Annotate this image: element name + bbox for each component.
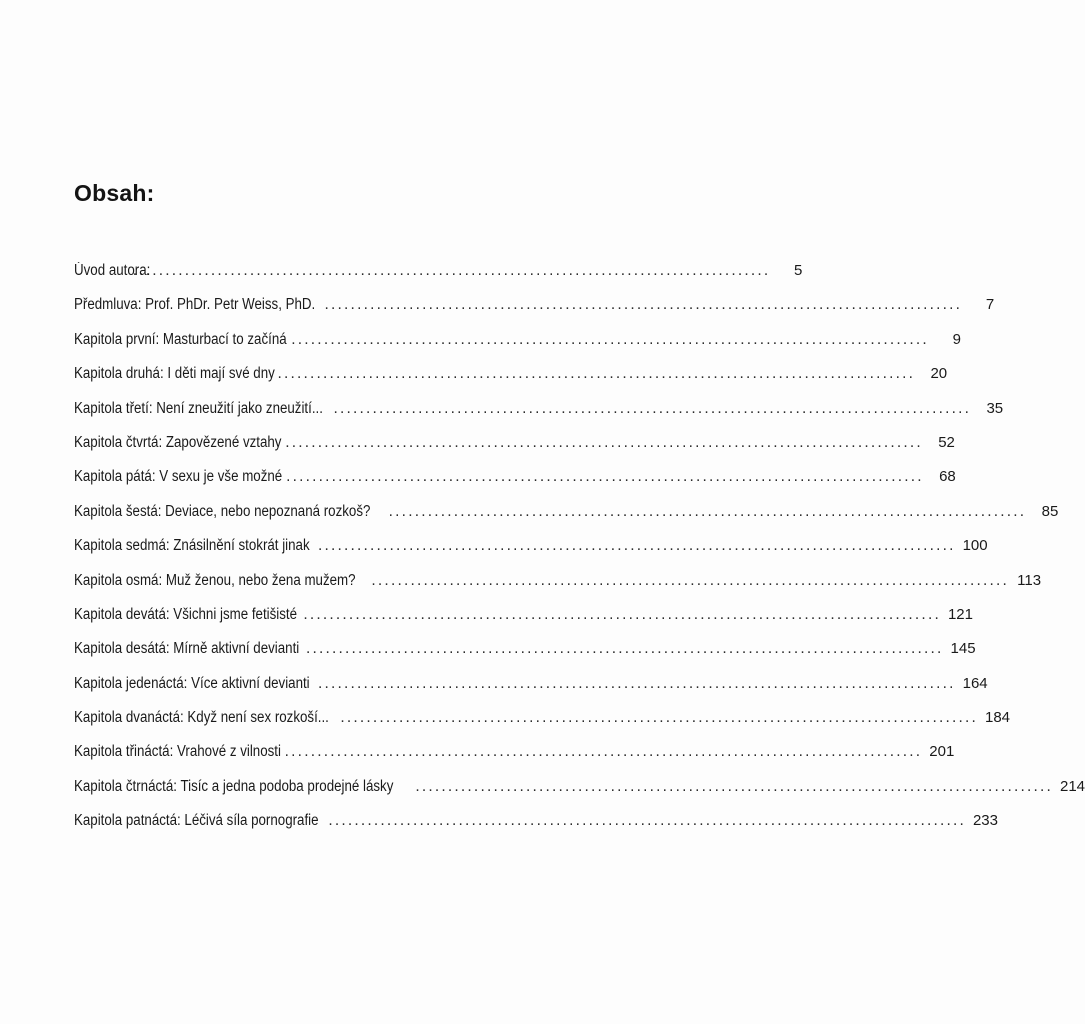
entry-page-number: 233 <box>972 812 998 830</box>
dot-leader: .................................................................................................. <box>305 640 944 658</box>
entry-title: Kapitola sedmá: Znásilnění stokrát jinak <box>74 537 310 555</box>
entry-page-number: 145 <box>950 640 976 658</box>
entry-title: Kapitola třetí: Není zneužití jako zneužití... <box>74 399 323 417</box>
entry-page-number: 100 <box>962 537 988 555</box>
toc-entry <box>74 254 803 288</box>
toc-entry <box>74 804 998 838</box>
entry-page-number: 52 <box>938 433 955 451</box>
toc-entry <box>74 770 1085 804</box>
entry-title: Kapitola první: Masturbací to začíná <box>74 330 287 348</box>
dot-leader: .................................................................................................. <box>284 743 923 761</box>
dot-leader: .................................................................................................. <box>371 571 1010 589</box>
dot-leader: .................................................................................................. <box>328 812 966 830</box>
page-title: Obsah: <box>74 180 155 206</box>
toc-entry <box>74 598 973 632</box>
entry-title: Kapitola osmá: Muž ženou, nebo žena mužem? <box>74 571 356 589</box>
toc-entry <box>74 701 1011 735</box>
dot-leader: .................................................................................................. <box>285 433 923 451</box>
toc-entry <box>74 667 988 701</box>
toc-entry <box>74 426 955 460</box>
entry-page-number: 184 <box>985 709 1011 727</box>
entry-page-number: 214 <box>1059 777 1085 795</box>
dot-leader: .................................................................................................. <box>277 365 916 383</box>
entry-page-number: 35 <box>986 399 1004 417</box>
dot-leader: .................................................................................................. <box>318 674 956 692</box>
toc-entry <box>74 288 995 322</box>
entry-title: Kapitola desátá: Mírně aktivní devianti <box>74 640 300 658</box>
toc-entry <box>74 460 956 494</box>
dot-leader: .................................................................................................. <box>415 777 1054 795</box>
entry-title: Kapitola třináctá: Vrahové z vilnosti <box>74 743 281 761</box>
toc-entry <box>74 735 955 769</box>
toc-entry <box>74 392 1004 426</box>
entry-title: Předmluva: Prof. PhDr. Petr Weiss, PhD. <box>74 296 316 314</box>
toc-entry <box>74 529 988 563</box>
dot-leader: .................................................................................................. <box>333 399 972 417</box>
dot-leader: .................................................................................................. <box>303 605 941 623</box>
toc-entry <box>74 632 976 666</box>
entry-page-number: 164 <box>962 674 988 692</box>
dot-leader: .................................................................................................. <box>286 468 924 486</box>
dot-leader: .................................................................................................. <box>324 296 963 314</box>
entry-title: Úvod autora: <box>74 262 151 279</box>
dot-leader: .................................................................................................. <box>291 330 929 348</box>
entry-title: Kapitola druhá: I děti mají své dny <box>74 365 275 383</box>
entry-title: Kapitola čtvrtá: Zapovězené vztahy <box>74 433 282 451</box>
table-of-contents <box>74 254 1085 839</box>
entry-page-number: 20 <box>930 365 948 383</box>
dot-leader: .................................................................................................. <box>132 262 771 279</box>
entry-page-number: 113 <box>1017 571 1042 589</box>
entry-page-number: 68 <box>939 468 956 486</box>
entry-page-number: 5 <box>794 262 803 279</box>
dot-leader: .................................................................................................. <box>317 537 956 555</box>
entry-title: Kapitola šestá: Deviace, nebo nepoznaná rozkoš? <box>74 502 371 520</box>
entry-title: Kapitola pátá: V sexu je vše možné <box>74 468 283 486</box>
entry-page-number: 121 <box>947 605 973 623</box>
toc-entry <box>74 323 961 357</box>
toc-entry <box>74 495 1059 529</box>
entry-page-number: 9 <box>952 330 961 348</box>
toc-entry <box>74 357 948 391</box>
entry-title: Kapitola dvanáctá: Když není sex rozkoší... <box>74 709 329 727</box>
entry-title: Kapitola patnáctá: Léčivá síla pornografie <box>74 812 319 830</box>
entry-page-number: 201 <box>929 743 955 761</box>
entry-title: Kapitola devátá: Všichni jsme fetišisté <box>74 605 298 623</box>
entry-title: Kapitola jedenáctá: Více aktivní devianti <box>74 674 310 692</box>
dot-leader: .................................................................................................. <box>388 502 1027 520</box>
entry-page-number: 7 <box>985 296 995 314</box>
entry-page-number: 85 <box>1041 502 1059 520</box>
toc-entry <box>74 564 1042 598</box>
dot-leader: .................................................................................................. <box>340 709 979 727</box>
entry-title: Kapitola čtrnáctá: Tisíc a jedna podoba prodejné lásky <box>74 777 394 795</box>
